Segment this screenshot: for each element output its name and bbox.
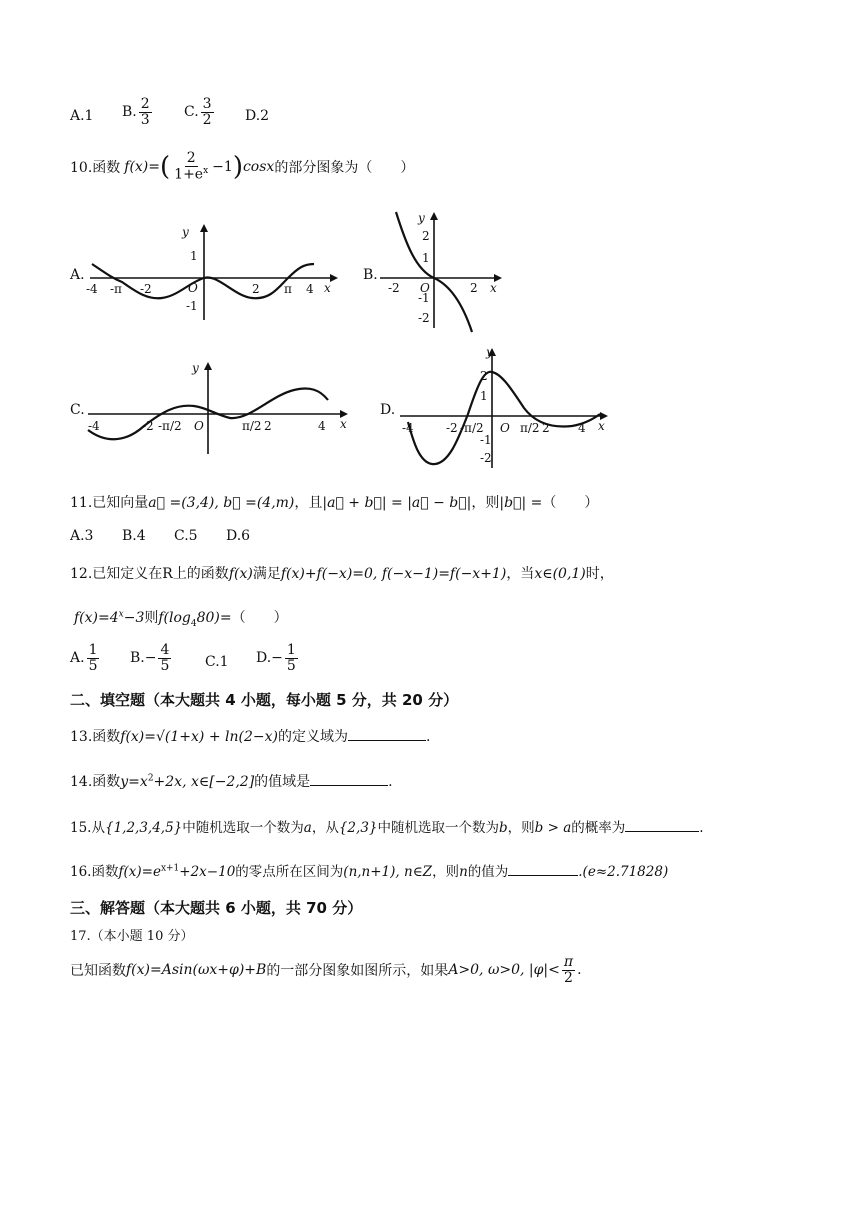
graph-c [84,356,364,456]
graph-b-label: B. [363,267,378,283]
q11-text-c: ，则 [471,495,500,511]
q15-var-a: a [303,820,312,836]
q14-stem [70,771,393,791]
q9-option-c-prefix: C. [184,104,199,121]
q12-r: R [162,566,173,582]
q10-num: 2 [186,150,196,166]
graph-b-tick-y3: -1 [418,291,430,305]
q11-vectors: a⃗ =(3,4), b⃗ =(4,m) [148,495,295,511]
q9-option-b-num: 2 [140,96,150,112]
q13-function: f(x)=√(1+x) + ln(2−x) [120,729,278,745]
graph-c-tick-x3: -π/2 [158,419,182,433]
graph-a-tick-y2: -1 [186,299,198,313]
q12-line1 [70,563,614,583]
q9-option-d: D.2 [245,108,270,124]
q16-sup: x+1 [160,863,180,874]
graph-a-curve [92,264,314,298]
q12-log-base: 4 [190,618,197,629]
q12-option-b [130,643,173,673]
graph-c-tick-x1: -4 [88,419,100,433]
q17-head: 17.（本小题 10 分） [70,929,194,944]
q16-blank[interactable] [508,863,578,876]
graph-d-origin: O [500,421,510,435]
q16-text-b: 的零点所在区间为 [235,864,344,880]
graph-b-y-label: y [418,211,425,225]
q17-pi: π [563,954,574,970]
q12-f-def: f(x)=4 [74,610,119,626]
graph-b-tick-y4: -2 [418,311,430,325]
q15-end: . [699,820,704,836]
q16-text-d: 的值为 [467,864,509,880]
q10-fraction [172,151,210,182]
graph-a [82,220,342,330]
graph-a-y-arrow [200,224,208,232]
q9-option-b-den: 3 [140,111,150,128]
section-answer-title: 三、解答题（本大题共 6 小题，共 70 分） [70,899,363,917]
q12-log-arg: 80)= [196,610,232,626]
graph-b [376,208,516,338]
graph-b-tick-y2: 1 [422,251,430,265]
q10-suffix: 的部分图象为（ ） [274,159,415,176]
q12-option-b-prefix: B.− [130,650,157,667]
graph-a-tick-x3: -2 [140,282,152,296]
q12-f-def-sup: x [118,609,124,620]
graph-a-x-arrow [330,274,338,282]
q16-interval: (n,n+1), n∈Z [343,864,433,880]
q9-option-b [122,97,154,127]
q9-option-a: A.1 [70,108,94,124]
q12-option-d-den: 5 [286,657,296,674]
q12-option-d-num: 1 [286,642,296,658]
graph-c-tick-x2: -2 [142,419,154,433]
q12-f-def-tail: −3 [123,610,145,626]
graph-d-tick-y4: -2 [480,451,492,465]
q15-text-f: 的概率为 [571,820,626,836]
graph-c-y-arrow [204,362,212,370]
graph-a-tick-x5: π [284,282,292,296]
q11-text-b: ，且 [294,495,323,511]
q11-option-a: A.3 [70,528,94,544]
graph-d-x-label: x [598,419,605,433]
q12-option-b-den: 5 [160,657,170,674]
graph-c-tick-x6: 4 [318,419,326,433]
q16-function: f(x)=e [118,864,161,880]
q16-n: n [459,864,468,880]
q13-end: . [425,729,431,745]
section-fill-in-title: 二、填空题（本大题共 4 小题，每小题 5 分，共 20 分） [70,691,459,709]
q12-text-b: 上的函数 [172,566,229,582]
graph-d-tick-x4: π/2 [520,421,540,435]
graph-b-y-arrow [430,212,438,220]
q12-text-a: 12.已知定义在 [70,566,163,582]
graph-c-tick-x4: π/2 [242,419,262,433]
q15-set2: {2,3} [338,820,378,836]
q10-cos: cosx [242,158,275,175]
graph-a-tick-x4: 2 [252,282,260,296]
q15-stem [70,816,704,836]
q12-option-d-prefix: D.− [256,650,283,667]
q10-prefix: 10.函数 [70,159,121,176]
graph-d-label: D. [380,402,396,418]
q11-stem [70,492,598,512]
q17-text-b: 的一部分图象如图所示，如果 [266,963,449,980]
graph-d-tick-y2: 1 [480,389,488,403]
q13-stem [70,726,430,746]
graph-c-label: C. [70,402,85,418]
q16-text-c: ，则 [432,864,460,880]
q15-blank[interactable] [625,819,699,832]
q9-option-c-num: 3 [202,96,212,112]
q14-end: . [388,774,393,790]
q15-text-e: ，则 [507,820,535,836]
graph-b-x-label: x [490,281,497,295]
graph-a-tick-x6: 4 [306,282,314,296]
graph-c-tick-x5: 2 [264,419,272,433]
q15-text-b: 中随机选取一个数为 [182,820,304,836]
q12-line2 [74,607,288,629]
q15-text-d: 中随机选取一个数为 [377,820,499,836]
q12-range: x∈(0,1) [534,566,586,582]
q9-option-c [184,97,216,127]
graph-d [396,344,636,474]
q14-function: y=x [120,774,148,790]
graph-b-origin: O [420,281,430,295]
q15-text-c: ，从 [311,820,339,836]
q14-sup: 2 [147,773,154,784]
graph-a-label: A. [70,267,85,283]
graph-d-tick-y1: 2 [480,369,488,383]
q10-den [172,167,210,182]
q16-text-a: 16.函数 [70,864,119,880]
q17-text-a: 已知函数 [70,963,126,980]
q11-text-d: （ ） [542,495,599,511]
graph-c-y-label: y [192,361,199,375]
q11-ask: |b⃗| = [499,495,543,511]
q16-end: .(e≈2.71828) [578,864,669,880]
q10-den-sup: x [203,165,209,176]
graph-d-tick-x1: -4 [402,421,414,435]
graph-a-x-label: x [324,281,331,295]
q14-text-b: 的值域是 [254,774,311,790]
graph-d-tick-x3: -π/2 [460,421,484,435]
q14-function-rest: +2x, x∈[−2,2] [153,774,255,790]
q17-condition: A>0, ω>0, |φ|< [448,962,560,979]
graph-a-tick-x1: -4 [86,282,98,296]
q10-fx: f(x)= [124,158,160,175]
graph-d-tick-x2: -2 [446,421,458,435]
q12-text-d: ，当 [506,566,535,582]
q17-stem [70,955,582,985]
q10-stem: 10.函数 f(x)= ( $\frac{2}{1+e^x}$ −1 ) cosx 的部分图象为（ ） [70,150,415,183]
q15-condition: b > a [534,820,572,836]
graph-c-origin: O [194,419,204,433]
q13-text-b: 的定义域为 [277,729,348,745]
graph-d-y-label: y [486,345,493,359]
graph-b-tick-x1: -2 [388,281,400,295]
q12-option-b-num: 4 [160,642,170,658]
q15-var-b: b [499,820,508,836]
q16-stem [70,860,668,880]
q9-option-c-den: 2 [202,111,212,128]
q12-option-a [70,643,101,673]
graph-a-tick-x2: -π [110,282,122,296]
graph-d-tick-x5: 2 [542,421,550,435]
q10-tail: −1 [212,158,233,175]
q12-option-d [256,643,300,673]
graph-b-tick-y1: 2 [422,229,430,243]
q9-option-b-prefix: B. [122,104,137,121]
q12-paren: （ ） [231,610,288,626]
graph-a-origin: O [188,281,198,295]
graph-c-x-label: x [340,417,347,431]
graph-b-tick-x2: 2 [470,281,478,295]
q12-fx: f(x) [228,566,253,582]
q17-end: . [577,962,582,979]
q15-set1: {1,2,3,4,5} [104,820,183,836]
q12-text-c: 满足 [252,566,281,582]
q10-den-base: 1+e [174,166,204,183]
q11-option-b: B.4 [122,528,146,544]
graph-a-tick-y1: 1 [190,249,198,263]
q13-text-a: 13.函数 [70,729,121,745]
q12-text-then: 则 [144,610,159,626]
graph-d-tick-y3: -1 [480,433,492,447]
q12-condition: f(x)+f(−x)=0, f(−x−1)=f(−x+1) [280,566,507,582]
q11-condition: |a⃗ + b⃗| = |a⃗ − b⃗| [322,495,472,511]
q11-option-c: C.5 [174,528,198,544]
q14-blank[interactable] [310,773,388,786]
q12-text-e: 时， [585,566,614,582]
q12-option-a-prefix: A. [70,650,85,667]
graph-a-y-label: y [182,225,189,239]
q17-two: 2 [564,969,573,986]
q13-blank[interactable] [348,728,426,741]
q12-option-a-num: 1 [88,642,98,658]
q16-function-rest: +2x−10 [179,864,236,880]
graph-d-curve [408,372,600,464]
q17-function: f(x)=Asin(ωx+φ)+B [126,962,267,979]
q12-option-c: C.1 [205,654,229,670]
q11-option-d: D.6 [226,528,251,544]
q14-text-a: 14.函数 [70,774,121,790]
graph-d-tick-x6: 4 [578,421,586,435]
q15-text-a: 15.从 [70,820,105,836]
q12-option-a-den: 5 [88,657,98,674]
q11-text-a: 11.已知向量 [70,495,149,511]
q12-log: f(log [158,610,191,626]
